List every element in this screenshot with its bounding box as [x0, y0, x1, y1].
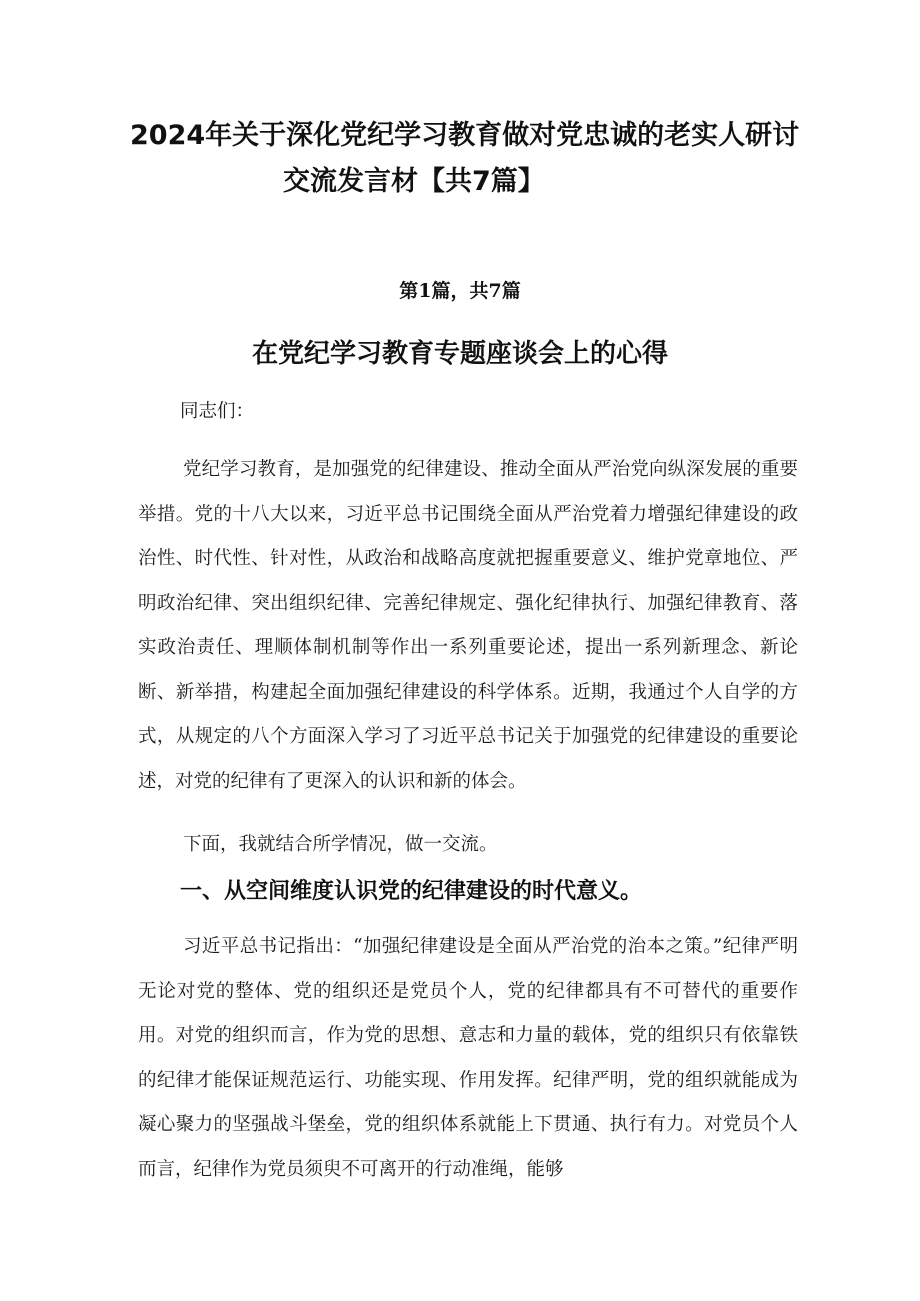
document-title-line-2: 交流发言材【共7篇】: [283, 166, 545, 197]
paragraph-2: 下面，我就结合所学情况，做一交流。: [183, 834, 498, 855]
part-indicator: 第1篇，共7篇: [399, 280, 521, 302]
heading-1: 一、从空间维度认识党的纪律建设的时代意义。: [180, 879, 643, 904]
document-title: [130, 113, 810, 205]
paragraph-1: 党纪学习教育，是加强党的纪律建设、推动全面从严治党向纵深发展的重要举措。党的十八大以来，习近平总书记围绕全面从严治党着力增强纪律建设的政治性、时代性、针对性，从政治和战略高度就把握重要意义、维护党章地位、严明政治纪律、突出组织纪律、完善纪律规定、强化纪律执行、加强纪律教育、落实政治责任、理顺体制机制等作出一系列重要论述，提出一系列新理念、新论断、新举措，构建起全面加强纪律建设的科学体系。近期，我通过个人自学的方式，从规定的八个方面深入学习了习近平总书记关于加强党的纪律建设的重要论述，对党的纪律有了更深入的认识和新的体会。: [138, 459, 798, 792]
paragraph-3: 习近平总书记指出：“加强纪律建设是全面从严治党的治本之策。”纪律严明无论对党的整体、党的组织还是党员个人，党的纪律都具有不可替代的重要作用。对党的组织而言，作为党的思想、意志和力量的载体，党的组织只有依靠铁的纪律才能保证规范运行、功能实现、作用发挥。纪律严明，党的组织就能成为凝心聚力的坚强战斗堡垒，党的组织体系就能上下贯通、执行有力。对党员个人而言，纪律作为党员须臾不可离开的行动准绳，能够: [138, 936, 798, 1180]
greeting: 同志们：: [180, 401, 255, 422]
document-title-line-1: 2024年关于深化党纪学习教育做对党忠诚的老实人研讨: [130, 120, 800, 151]
section-title: 在党纪学习教育专题座谈会上的心得: [251, 339, 668, 369]
